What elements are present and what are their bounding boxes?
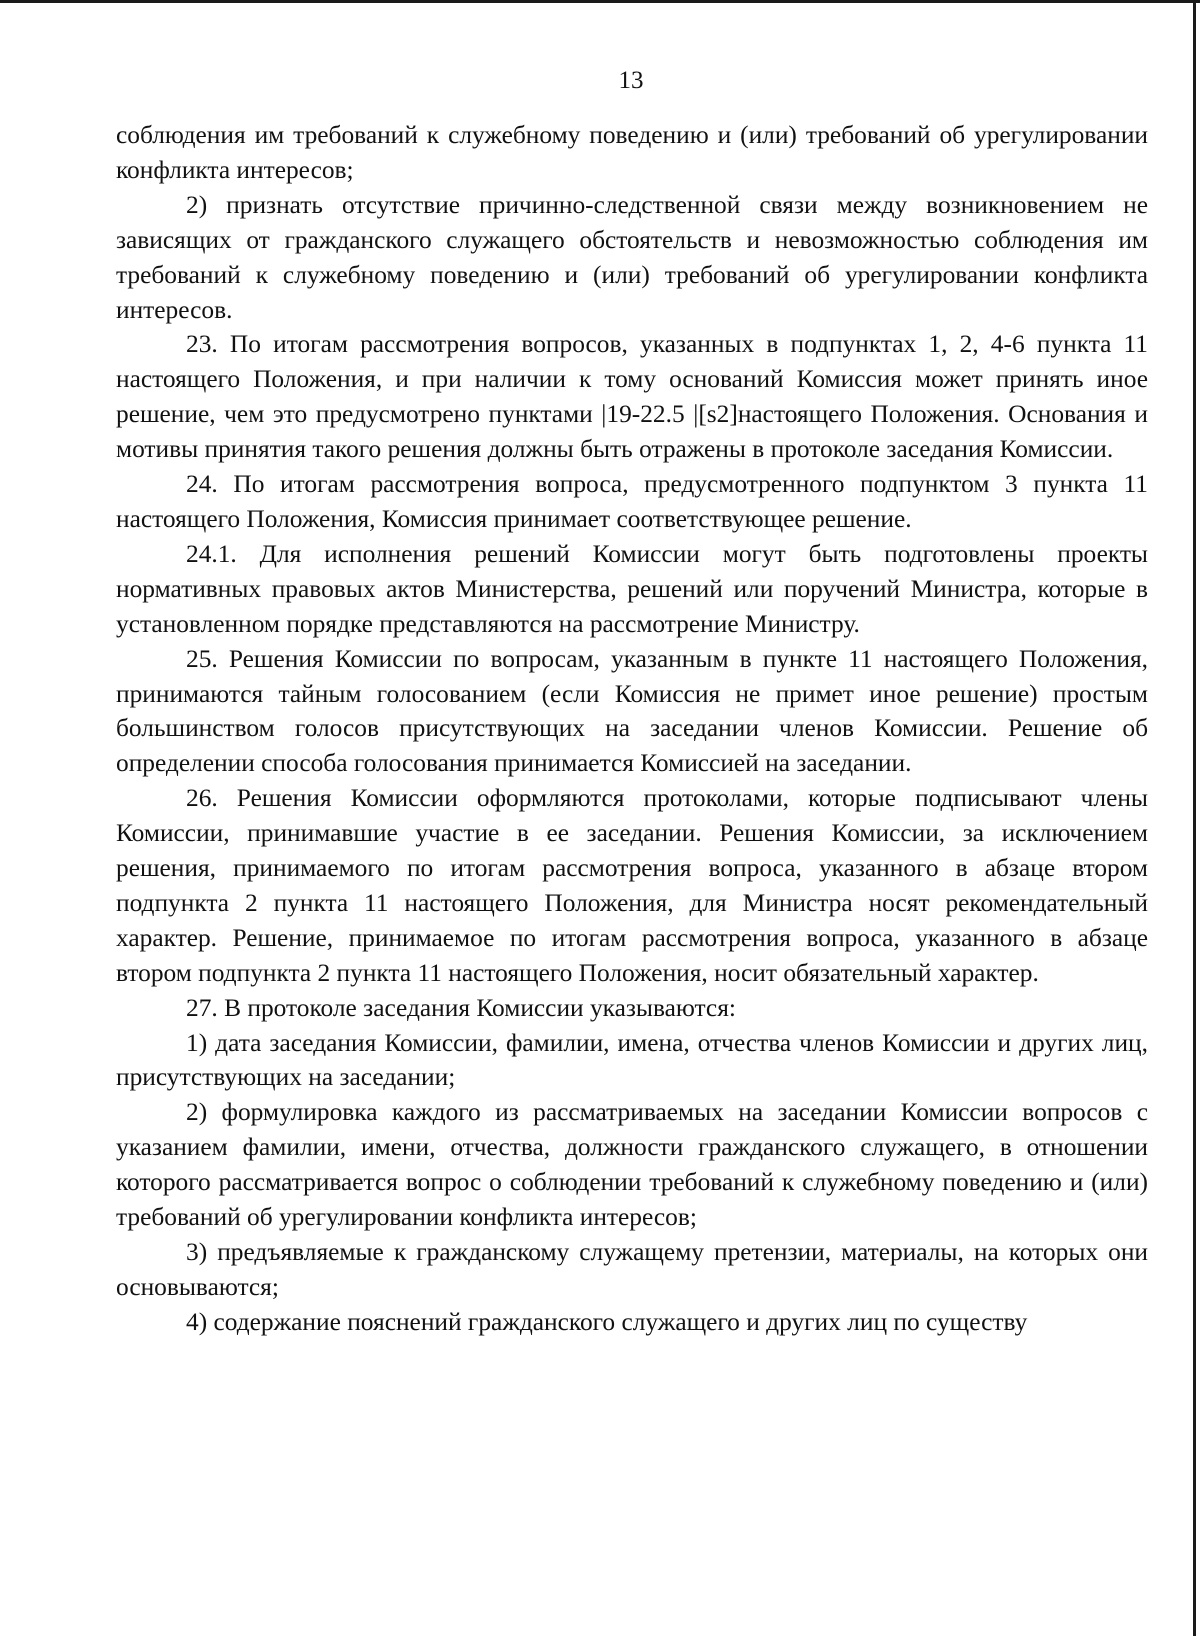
body-text <box>116 118 1148 1340</box>
paragraph-27-item-1: 1) дата заседания Комиссии, фамилии, имена, отчества членов Комиссии и других лиц, присутствующих на заседании; <box>116 1028 1148 1092</box>
paragraph-26: 26. Решения Комиссии оформляются протоколами, которые подписывают члены Комиссии, принимавшие участие в ее заседании. Решения Комиссии, за исключением решения, принимаемого по итогам рассмотрения вопроса, указанного в абзаце втором подпункта 2 пункта 11 настоящего Положения, для Министра носят рекомендательный характер. Решение, принимаемое по итогам рассмотрения вопроса, указанного в абзаце втором подпункта 2 пункта 11 настоящего Положения, носит обязательный характер. <box>116 784 1148 987</box>
paragraph-24-1: 24.1. Для исполнения решений Комиссии могут быть подготовлены проекты нормативных правовых актов Министерства, решений или поручений Министра, которые в установленном порядке представляются на рассмотрение Министру. <box>116 539 1148 638</box>
paragraph-27-item-4: 4) содержание пояснений гражданского служащего и других лиц по существу <box>186 1307 1028 1336</box>
paragraph-item-2: 2) признать отсутствие причинно-следственной связи между возникновением не зависящих от гражданского служащего обстоятельств и невозможностью соблюдения им требований к служебному поведению и (или) требований об урегулировании конфликта интересов. <box>116 190 1148 324</box>
paragraph-27-item-2: 2) формулировка каждого из рассматриваемых на заседании Комиссии вопросов с указанием фамилии, имени, отчества, должности гражданского служащего, в отношении которого рассматривается вопрос о соблюдении требований к служебному поведению и (или) требований об урегулировании конфликта интересов; <box>116 1098 1148 1232</box>
paragraph-27: 27. В протоколе заседания Комиссии указываются: <box>186 993 736 1022</box>
paragraph-27-item-3: 3) предъявляемые к гражданскому служащему претензии, материалы, на которых они основываются; <box>116 1238 1148 1301</box>
paragraph-continuation: соблюдения им требований к служебному поведению и (или) требований об урегулировании конфликта интересов; <box>116 121 1148 184</box>
page-number: 13 <box>618 67 644 94</box>
paragraph-24: 24. По итогам рассмотрения вопроса, предусмотренного подпунктом 3 пункта 11 настоящего Положения, Комиссия принимает соответствующее решение. <box>116 470 1148 533</box>
scan-edge-top <box>0 0 1200 3</box>
scan-edge-right <box>1193 0 1196 1636</box>
paragraph-23: 23. По итогам рассмотрения вопросов, указанных в подпунктах 1, 2, 4-6 пункта 11 настоящего Положения, и при наличии к тому оснований Комиссия может принять иное решение, чем это предусмотрено пунктами |19-22.5 |[s2]настоящего Положения. Основания и мотивы принятия такого решения должны быть отражены в протоколе заседания Комиссии. <box>116 330 1148 464</box>
paragraph-25: 25. Решения Комиссии по вопросам, указанным в пункте 11 настоящего Положения, принимаются тайным голосованием (если Комиссия не примет иное решение) простым большинством голосов присутствующих на заседании членов Комиссии. Решение об определении способа голосования принимается Комиссией на заседании. <box>116 644 1148 778</box>
